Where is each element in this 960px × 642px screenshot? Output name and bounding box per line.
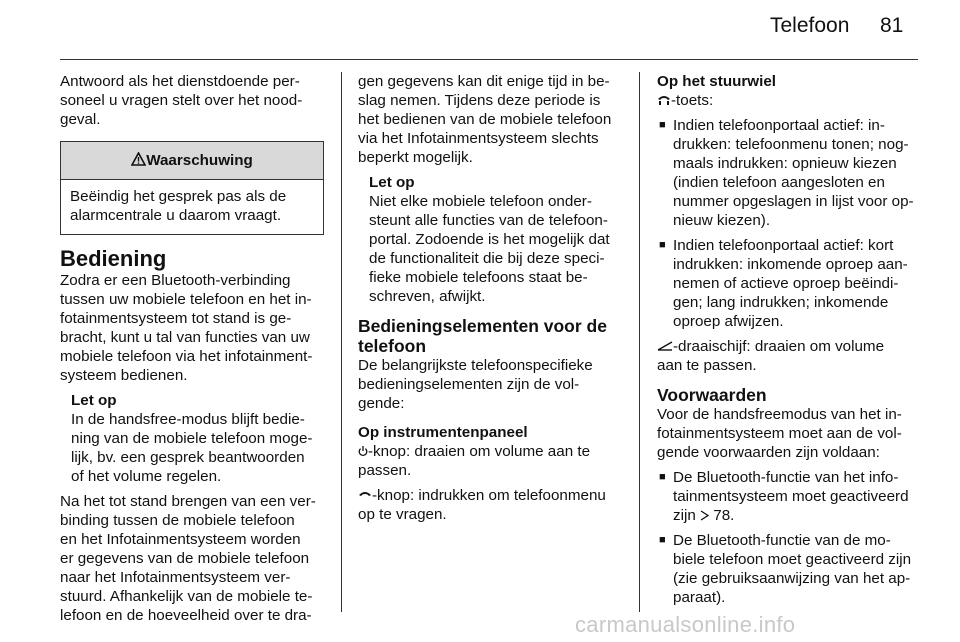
text-line: -draaischijf: draaien om volume (673, 338, 885, 355)
text-line: (indien telefoon aangesloten en (673, 174, 885, 191)
text-line: mobiele telefoon via het infotainment- (60, 348, 313, 365)
column-3 (657, 72, 919, 607)
text-line: In de handsfree-modus blijft bedie- (71, 411, 305, 428)
text-line: geval. (60, 111, 101, 128)
paragraph (60, 492, 324, 625)
text-line: via het Infotainmentsysteem slechts (358, 130, 599, 147)
text-line: -knop: indrukken om telefoonmenu (372, 487, 606, 504)
knob-description (358, 486, 622, 524)
text-line: ning van de mobiele telefoon moge- (71, 430, 313, 447)
text-line: of het volume regelen. (71, 468, 222, 485)
text-line: Antwoord als het dienstdoende per- (60, 73, 300, 90)
text-line: soneel u vragen stelt over het nood- (60, 92, 303, 109)
text-line: binding tussen de mobiele telefoon (60, 512, 295, 529)
paragraph (657, 405, 919, 462)
heading-line: Bedieningselementen voor de (358, 316, 607, 336)
text-line: alarmcentrale u daarom vraagt. (70, 207, 282, 224)
text-line: indrukken: inkomende oproep aan- (673, 256, 908, 273)
text-line: gende: (358, 395, 405, 412)
phone-key-icon (657, 91, 671, 110)
text-line: (zie gebruiksaanwijzing van het ap- (673, 570, 911, 587)
text-line: gende voorwaarden zijn voldaan: (657, 444, 880, 461)
column-separator-2 (639, 72, 640, 612)
note-box (358, 173, 622, 306)
page-number: 81 (880, 14, 904, 37)
section-heading-bedieningselementen (358, 316, 622, 356)
text-line: fotainmentsysteem tot stand is ge- (60, 310, 292, 327)
list-item: ■ Indien telefoonportaal actief: kort indrukken: inkomende oproep aan- nemen of actieve oproep beëindi- gen; lang indrukken; inkomende oproep afwijzen. (657, 236, 919, 331)
text-line: de functionaliteit die bij deze speci- (369, 250, 605, 267)
page-reference-arrow-icon[interactable] (700, 506, 709, 525)
header-rule (60, 59, 918, 60)
text-line: De belangrijkste telefoonspecifieke (358, 357, 593, 374)
text-line: passen. (358, 462, 412, 479)
section-heading-bediening: Bediening (60, 246, 167, 271)
column-1 (60, 72, 324, 625)
text-line: Voor de handsfreemodus van het in- (657, 406, 902, 423)
intro-paragraph (60, 72, 324, 129)
text-line: Indien telefoonportaal actief: kort (673, 237, 894, 254)
text-line: naar het Infotainmentsysteem ver- (60, 569, 291, 586)
list-item: ■ De Bluetooth-functie van het info- tainmentsysteem moet geactiveerd zijn 78. (657, 468, 919, 525)
warning-body (61, 180, 323, 234)
list-item: ■ Indien telefoonportaal actief: in- drukken: telefoonmenu tonen; nog- maals indrukken: opnieuw kiezen (indien telefoon aangesloten en nummer opgeslagen in lijst voor op- nieuw kiezen). (657, 116, 919, 230)
list-item: ■ De Bluetooth-functie van de mo- biele telefoon moet geactiveerd zijn (zie gebruiksaanwijzing van het ap- paraat). (657, 531, 919, 607)
text-line: schreven, afwijkt. (369, 288, 486, 305)
text-line: op te vragen. (358, 506, 447, 523)
text-line: steunt alle functies van de telefoon- (369, 212, 608, 229)
text-line: er gegevens van de mobiele telefoon (60, 550, 310, 567)
text-line: De Bluetooth-functie van het info- (673, 469, 899, 486)
text-line: zijn (673, 507, 701, 524)
knob-description (358, 442, 622, 480)
warning-title: Waarschuwing (146, 152, 253, 169)
text-line: Niet elke mobiele telefoon onder- (369, 193, 592, 210)
text-line: lijk, bv. een gesprek beantwoorden (71, 449, 305, 466)
text-line: biele telefoon moet geactiveerd zijn (673, 551, 912, 568)
text-line: lefoon en de hoeveelheid over te dra- (60, 607, 312, 624)
page-reference-link[interactable]: 78. (713, 507, 735, 524)
text-line: gen gegevens kan dit enige tijd in be- (358, 73, 610, 90)
text-line: Zodra er een Bluetooth-verbinding (60, 272, 291, 289)
text-line: bedieningselementen zijn de vol- (358, 376, 580, 393)
warning-header (61, 142, 323, 180)
text-line: aan te passen. (657, 357, 757, 374)
text-line: nieuw kiezen). (673, 212, 771, 229)
text-line: maals indrukken: opnieuw kiezen (673, 155, 897, 172)
text-line: fieke mobiele telefoons staat be- (369, 269, 588, 286)
key-label: -toets: (671, 92, 714, 109)
paragraph (358, 72, 622, 167)
text-line: oproep afwijzen. (673, 313, 784, 330)
text-line: systeem bedienen. (60, 367, 188, 384)
text-line: nummer opgeslagen in lijst voor op- (673, 193, 914, 210)
paragraph (60, 271, 324, 385)
note-title: Let op (71, 392, 117, 409)
thumbwheel-icon (657, 337, 673, 356)
wheel-description (657, 337, 919, 375)
text-line: drukken: telefoonmenu tonen; nog- (673, 136, 909, 153)
text-line: het bedienen van de mobiele telefoon (358, 111, 612, 128)
paragraph (358, 356, 622, 413)
text-line: bracht, kunt u tal van functies van uw (60, 329, 310, 346)
text-line: stuurd. Afhankelijk van de mobiele te- (60, 588, 313, 605)
text-line: nemen of actieve oproep beëindi- (673, 275, 899, 292)
text-line: beperkt mogelijk. (358, 149, 473, 166)
heading-line: telefoon (358, 336, 427, 356)
text-line: Na het tot stand brengen van een ver- (60, 493, 316, 510)
subheading-stuurwiel: Op het stuurwiel (657, 73, 776, 90)
text-line: De Bluetooth-functie van de mo- (673, 532, 891, 549)
text-line: fotainmentsysteem moet aan de vol- (657, 425, 902, 442)
power-knob-icon (358, 442, 368, 461)
warning-box (60, 141, 324, 235)
text-line: Beëindig het gesprek pas als de (70, 188, 287, 205)
column-separator-1 (341, 72, 342, 612)
column-2 (358, 72, 622, 524)
text-line: tussen uw mobiele telefoon en het in- (60, 291, 312, 308)
phone-icon (358, 486, 372, 505)
note-box (60, 391, 324, 486)
warning-triangle-icon (131, 142, 146, 179)
text-line: -knop: draaien om volume aan te (368, 443, 591, 460)
note-title: Let op (369, 174, 415, 191)
text-line: Indien telefoonportaal actief: in- (673, 117, 885, 134)
text-line: gen; lang indrukken; inkomende (673, 294, 889, 311)
watermark: carmanualsonline.info (575, 612, 796, 637)
subheading-instrumentenpaneel: Op instrumentenpaneel (358, 424, 528, 441)
text-line: paraat). (673, 589, 726, 606)
text-line: portal. Zodoende is het mogelijk dat (369, 231, 610, 248)
section-heading-voorwaarden: Voorwaarden (657, 385, 767, 405)
text-line: en het Infotainmentsysteem worden (60, 531, 301, 548)
page-header-title: Telefoon (770, 14, 850, 37)
text-line: tainmentsysteem moet geactiveerd (673, 488, 909, 505)
text-line: slag nemen. Tijdens deze periode is (358, 92, 601, 109)
